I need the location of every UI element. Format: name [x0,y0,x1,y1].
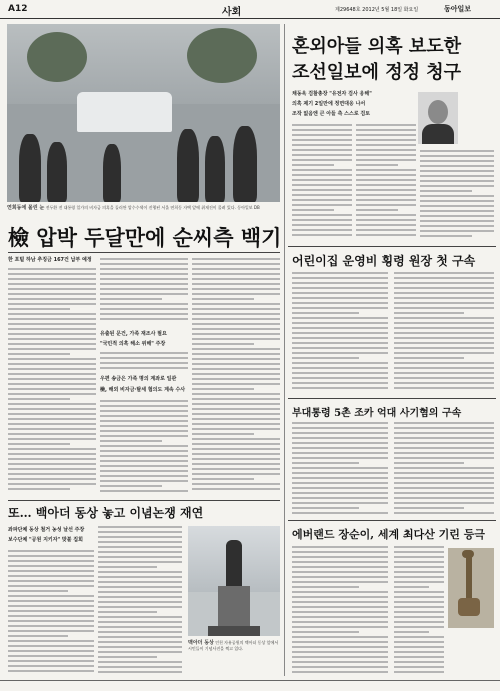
right-top-subhead-1: 채동욱 검찰총장 "유전자 검사 응해" [292,91,372,97]
main-article-body [8,268,96,496]
main-headline: 檢 압박 두달만에 순씨측 백기 [8,225,282,250]
right-mid2-headline: 부대통령 5촌 조카 억대 사기혐의 구속 [292,408,462,419]
main-article-body-col2 [100,258,188,326]
inner-box-subhead-1: 유출된 문건, 가족 재조사 필요 [100,331,167,337]
inner-box-subhead-4: 檢, 해외 비자금·탈세 혐의도 계속 수사 [100,387,186,393]
bottom-photo-caption [188,640,280,651]
main-article-body-col3 [192,258,280,496]
issue-meta: 제29648호 2012년 5월 18일 화요일 [335,7,419,13]
right-top-headline-2: 조선일보에 정정 청구 [292,62,462,83]
newspaper-logo: 동아일보 [444,4,472,13]
right-bottom-headline: 에버랜드 장순이, 세계 최다산 기린 등극 [292,528,485,541]
bottom-photo-caption-text: 인천 자유공원의 맥아더 동상 앞에서 시민들이 기념사진을 찍고 있다. [188,640,279,651]
right-top-headline-1: 혼외아들 의혹 보도한 [292,36,462,57]
chae-dongwook-portrait [418,92,458,144]
top-photo-caption [7,205,280,211]
bottom-left-subhead-1: 좌파단체 동상 철거 농성 날선 주장 [8,527,85,533]
top-photo-caption-text: 전두환 전 대통령 일가의 비자금 의혹을 둘러싼 압수수색이 진행된 서울 연희동 자택 앞에 취재진이 몰려 있다. 동아일보 DB [45,205,260,210]
right-mid-headline: 어린이집 운영비 횡령 원장 첫 구속 [292,254,476,268]
inner-box-subhead-2: "국민적 의혹 해소 위해" 주장 [100,341,166,347]
page-number: A12 [8,4,28,14]
top-photo [7,24,280,202]
bottom-left-headline: 또… 백아더 동상 놓고 이념논쟁 재연 [8,506,204,520]
page-header [0,0,500,19]
inner-box-subhead-3: 우편 송금은 가족 명의 계좌로 일관 [100,376,177,382]
top-photo-caption-title: 연희동에 몰린 눈 [7,205,45,211]
macarthur-statue-photo [188,526,280,636]
right-top-subhead-2: 의혹 제기 2일만에 정면대응 나서 [292,101,366,107]
giraffe-photo [448,548,494,628]
bottom-photo-caption-title: 맥아더 동상 [188,640,214,646]
right-top-subhead-3: 조작 없음엔 큰 아들 측 스스로 검토 [292,111,371,117]
main-headline-subhead: 한 포털 하남 추징금 167건 납부 예정 [8,257,92,263]
section-title: 사회 [222,7,242,18]
bottom-left-subhead-2: 보수단체 "공원 지키자" 맞불 집회 [8,537,83,543]
